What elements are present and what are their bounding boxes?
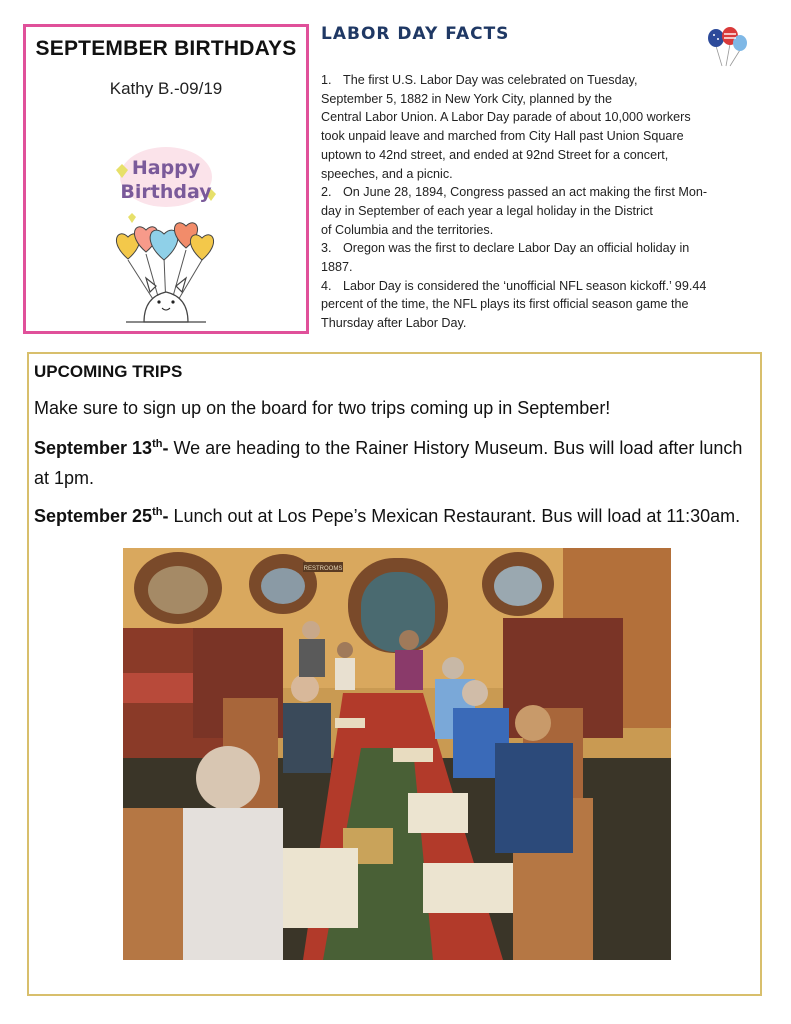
fact-line: day in September of each year a legal holiday in the District xyxy=(321,203,653,218)
trip-description: Lunch out at Los Pepe’s Mexican Restaurant. Bus will load at 11:30am. xyxy=(168,506,741,526)
fact-line: On June 28, 1894, Congress passed an act making the first Mon- xyxy=(343,185,708,200)
fact-line: Thursday after Labor Day. xyxy=(321,316,467,331)
trip-item xyxy=(34,501,744,531)
trip-description: We are heading to the Rainer History Museum. Bus will load after lunch at 1pm. xyxy=(34,438,743,488)
trip-item xyxy=(34,433,744,493)
birthday-entry: Kathy B.-09/19 xyxy=(109,79,223,98)
labor-day-facts-list xyxy=(321,71,751,333)
fact-line: The first U.S. Labor Day was celebrated on Tuesday, xyxy=(343,73,638,87)
trips-intro: Make sure to sign up on the board for two trips coming up in September! xyxy=(34,398,611,418)
trips-title: UPCOMING TRIPS xyxy=(34,362,183,381)
fact-line: September 5, 1882 in New York City, planned by the xyxy=(321,91,613,106)
balloons-icon xyxy=(706,26,750,68)
fact-item xyxy=(321,239,751,276)
trip-date: September 13th- xyxy=(34,438,169,458)
fact-line: speeches, and a picnic. xyxy=(321,166,453,181)
restroom-sign: RESTROOMS xyxy=(303,566,343,572)
fact-line: uptown to 42nd street, and ended at 92nd Street for a concert, xyxy=(321,147,669,162)
birthdays-title: SEPTEMBER BIRTHDAYS xyxy=(35,37,297,60)
fact-item xyxy=(321,277,751,333)
card-text-happy: Happy xyxy=(131,157,201,179)
card-text-birthday: Birthday xyxy=(120,181,212,203)
fact-line: Labor Day is considered the ‘unofficial NFL season kickoff.’ 99.44 xyxy=(343,278,707,293)
fact-line: Oregon was the first to declare Labor Day an official holiday in xyxy=(343,241,690,256)
fact-number: 3. xyxy=(321,241,332,256)
fact-line: 1887. xyxy=(321,260,353,275)
fact-line: percent of the time, the NFL plays its first official season game the xyxy=(321,297,689,312)
birthday-dog-illustration xyxy=(106,142,226,327)
fact-item xyxy=(321,183,751,239)
fact-line: of Columbia and the territories. xyxy=(321,222,494,237)
restaurant-group-photo xyxy=(123,548,671,960)
fact-number: 4. xyxy=(321,278,332,293)
fact-number: 1. xyxy=(321,73,332,87)
fact-line: took unpaid leave and marched from City Hall past Union Square xyxy=(321,129,684,144)
september-birthdays-box xyxy=(23,24,309,334)
fact-number: 2. xyxy=(321,185,332,200)
fact-line: Central Labor Union. A Labor Day parade of about 10,000 workers xyxy=(321,110,691,125)
labor-day-facts-title: LABOR DAY FACTS xyxy=(321,24,510,44)
trip-date: September 25th- xyxy=(34,506,169,526)
fact-item xyxy=(321,71,751,183)
